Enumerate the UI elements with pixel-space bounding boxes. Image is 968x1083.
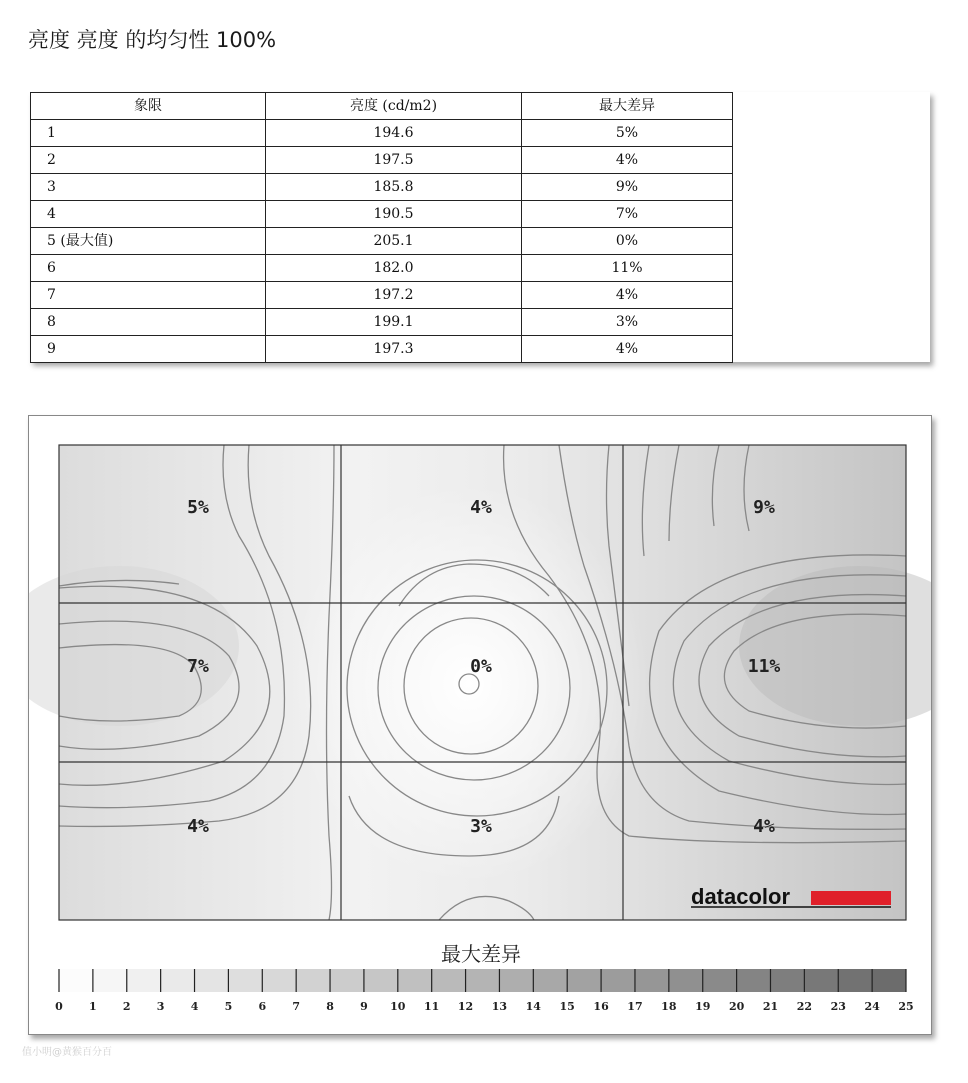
legend-scale	[55, 969, 913, 1013]
quadrant-label-7: 4%	[187, 816, 209, 837]
quadrant-table	[30, 92, 733, 363]
logo-text: datacolor	[691, 884, 791, 909]
legend-tick-label: 10	[390, 1000, 406, 1013]
quadrant-label-8: 3%	[470, 816, 492, 837]
legend-swatch	[635, 969, 669, 992]
cell-luminance: 185.8	[266, 174, 522, 201]
legend-tick-label: 6	[258, 1000, 267, 1013]
legend-swatch	[601, 969, 635, 992]
legend-swatch	[195, 969, 229, 992]
legend-tick-label: 4	[190, 1000, 199, 1013]
cell-luminance: 199.1	[266, 309, 522, 336]
cell-quadrant: 2	[31, 147, 266, 174]
cell-max-difference: 3%	[522, 309, 733, 336]
quadrant-label-9: 4%	[753, 816, 775, 837]
legend-tick-label: 14	[525, 1000, 541, 1013]
legend-swatch	[228, 969, 262, 992]
table-header-row	[31, 93, 733, 120]
legend-swatch	[669, 969, 703, 992]
cell-quadrant: 1	[31, 120, 266, 147]
legend-tick-label: 9	[360, 1000, 368, 1013]
cell-quadrant: 3	[31, 174, 266, 201]
legend-tick-label: 0	[55, 1000, 63, 1013]
legend-swatch	[161, 969, 195, 992]
legend-swatch	[59, 969, 93, 992]
cell-quadrant: 7	[31, 282, 266, 309]
cell-max-difference: 11%	[522, 255, 733, 282]
cell-max-difference: 4%	[522, 282, 733, 309]
legend-swatch	[432, 969, 466, 992]
cell-quadrant: 9	[31, 336, 266, 363]
table-row	[31, 201, 733, 228]
legend-tick-label: 13	[491, 1000, 508, 1013]
quadrant-label-4: 7%	[187, 656, 209, 677]
legend-tick-label: 16	[593, 1000, 609, 1013]
legend-tick-label: 12	[457, 1000, 474, 1013]
legend-tick-label: 22	[796, 1000, 813, 1013]
legend-swatch	[838, 969, 872, 992]
legend-swatch	[804, 969, 838, 992]
legend-swatch	[127, 969, 161, 992]
cell-quadrant: 6	[31, 255, 266, 282]
cell-luminance: 197.5	[266, 147, 522, 174]
cell-max-difference: 9%	[522, 174, 733, 201]
legend-swatch	[872, 969, 906, 992]
legend-swatch	[737, 969, 771, 992]
legend-title: 最大差异	[441, 942, 521, 966]
cell-max-difference: 4%	[522, 336, 733, 363]
legend-swatch	[330, 969, 364, 992]
quadrant-table-panel	[30, 92, 930, 362]
legend-swatch	[262, 969, 296, 992]
legend-tick-label: 20	[728, 1000, 745, 1013]
legend-swatch	[533, 969, 567, 992]
uniformity-map-panel	[28, 415, 932, 1035]
quadrant-label-5: 0%	[470, 656, 492, 677]
cell-max-difference: 7%	[522, 201, 733, 228]
cell-luminance: 194.6	[266, 120, 522, 147]
legend-swatch	[770, 969, 804, 992]
legend-swatch	[703, 969, 737, 992]
quadrant-label-3: 9%	[753, 497, 775, 518]
page-title: 亮度 亮度 的均匀性 100%	[28, 28, 277, 52]
legend-swatch	[296, 969, 330, 992]
legend-swatch	[398, 969, 432, 992]
legend-tick-label: 2	[122, 1000, 131, 1013]
quadrant-label-1: 5%	[187, 497, 209, 518]
table-row	[31, 309, 733, 336]
table-row	[31, 336, 733, 363]
cell-max-difference: 0%	[522, 228, 733, 255]
legend-tick-label: 3	[156, 1000, 165, 1013]
cell-luminance: 197.3	[266, 336, 522, 363]
legend-tick-label: 8	[326, 1000, 334, 1013]
header-quadrant: 象限	[31, 93, 266, 120]
logo-red-bar	[811, 891, 891, 905]
legend-tick-label: 24	[864, 1000, 880, 1013]
legend-tick-label: 18	[661, 1000, 677, 1013]
legend-tick-label: 21	[762, 1000, 779, 1013]
quadrant-label-6: 11%	[747, 656, 781, 677]
header-max-difference: 最大差异	[522, 93, 733, 120]
table-row	[31, 228, 733, 255]
cell-quadrant: 4	[31, 201, 266, 228]
table-row	[31, 174, 733, 201]
cell-luminance: 182.0	[266, 255, 522, 282]
header-luminance: 亮度 (cd/m2)	[266, 93, 522, 120]
legend-swatch	[499, 969, 533, 992]
legend-tick-label: 15	[559, 1000, 575, 1013]
legend-tick-label: 11	[424, 1000, 440, 1013]
table-row	[31, 147, 733, 174]
table-row	[31, 120, 733, 147]
legend-swatch	[93, 969, 127, 992]
cell-max-difference: 4%	[522, 147, 733, 174]
cell-luminance: 205.1	[266, 228, 522, 255]
legend-tick-label: 23	[830, 1000, 846, 1013]
cell-quadrant: 5 (最大值)	[31, 228, 266, 255]
quadrant-label-2: 4%	[470, 497, 492, 518]
table-row	[31, 282, 733, 309]
legend-tick-label: 19	[695, 1000, 711, 1013]
legend-tick-label: 17	[627, 1000, 643, 1013]
legend-tick-label: 7	[292, 1000, 300, 1013]
table-row	[31, 255, 733, 282]
legend-tick-label: 25	[898, 1000, 914, 1013]
legend-tick-label: 5	[224, 1000, 233, 1013]
cell-luminance: 190.5	[266, 201, 522, 228]
legend-swatch	[466, 969, 500, 992]
watermark: 值小明@黄猴百分百	[22, 1047, 112, 1058]
cell-luminance: 197.2	[266, 282, 522, 309]
legend-tick-label: 1	[89, 1000, 97, 1013]
cell-quadrant: 8	[31, 309, 266, 336]
legend-swatch	[364, 969, 398, 992]
legend-swatch	[567, 969, 601, 992]
cell-max-difference: 5%	[522, 120, 733, 147]
uniformity-map-svg	[29, 416, 931, 1034]
